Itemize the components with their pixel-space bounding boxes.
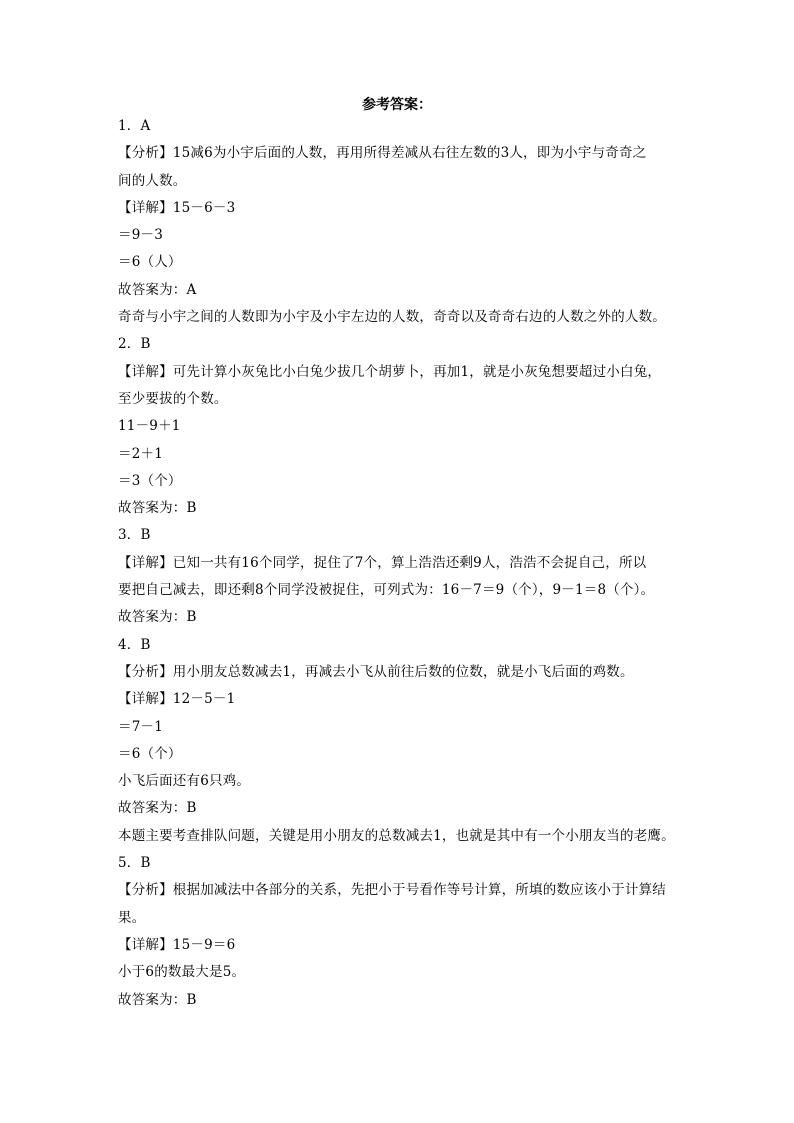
answer-line: ＝6（人） <box>118 254 182 271</box>
answer-line: 果。 <box>118 909 146 926</box>
answer-line: 【详解】15－6－3 <box>118 199 236 216</box>
answer-line: 要把自己减去，即还剩8个同学没被捉住，可列式为：16－7＝9（个），9－1＝8（个）。 <box>118 582 655 599</box>
answer-line: 故答案为：B <box>118 800 197 817</box>
answer-line: ＝7－1 <box>118 718 163 735</box>
answer-line: ＝3（个） <box>118 472 182 489</box>
answer-line: 3．B <box>118 527 151 544</box>
answer-line: 【详解】12－5－1 <box>118 691 236 708</box>
answer-line: 故答案为：A <box>118 281 197 298</box>
answer-line: ＝2＋1 <box>118 445 163 462</box>
answer-line: 间的人数。 <box>118 172 187 189</box>
answer-line: 故答案为：B <box>118 500 197 517</box>
answer-line: 4．B <box>118 636 151 653</box>
answer-line: 本题主要考查排队问题，关键是用小朋友的总数减去1，也就是其中有一个小朋友当的老鹰。 <box>118 827 675 844</box>
answer-line: 故答案为：B <box>118 991 197 1008</box>
answer-line: 小于6的数最大是5。 <box>118 964 246 981</box>
answer-line: ＝9－3 <box>118 227 163 244</box>
page-title: 参考答案： <box>362 97 432 113</box>
answer-line: 【分析】用小朋友总数减去1，再减去小飞从前往后数的位数，就是小飞后面的鸡数。 <box>118 663 634 680</box>
answer-line: 11－9＋1 <box>118 418 181 435</box>
answer-line: 1．A <box>118 118 151 134</box>
answer-line: 小飞后面还有6只鸡。 <box>118 773 251 790</box>
answer-line: ＝6（个） <box>118 745 182 762</box>
answer-line: 至少要拔的个数。 <box>118 390 228 407</box>
answer-line: 【详解】15－9＝6 <box>118 936 236 953</box>
answer-line: 【详解】可先计算小灰兔比小白兔少拔几个胡萝卜，再加1，就是小灰兔想要超过小白兔， <box>118 363 662 380</box>
answer-line: 故答案为：B <box>118 609 197 626</box>
answer-line: 奇奇与小宇之间的人数即为小宇及小宇左边的人数，奇奇以及奇奇右边的人数之外的人数。 <box>118 309 666 326</box>
answer-line: 2．B <box>118 336 151 353</box>
answer-list <box>118 113 688 1014</box>
answer-line: 【分析】15减6为小宇后面的人数，再用所得差减从右往左数的3人，即为小宇与奇奇之 <box>118 145 647 162</box>
answer-line: 5．B <box>118 855 151 872</box>
answer-line: 【分析】根据加减法中各部分的关系，先把小于号看作等号计算，所填的数应该小于计算结 <box>118 882 666 899</box>
answer-line: 【详解】已知一共有16个同学，捉住了7个，算上浩浩还剩9人，浩浩不会捉自己，所以 <box>118 554 647 571</box>
